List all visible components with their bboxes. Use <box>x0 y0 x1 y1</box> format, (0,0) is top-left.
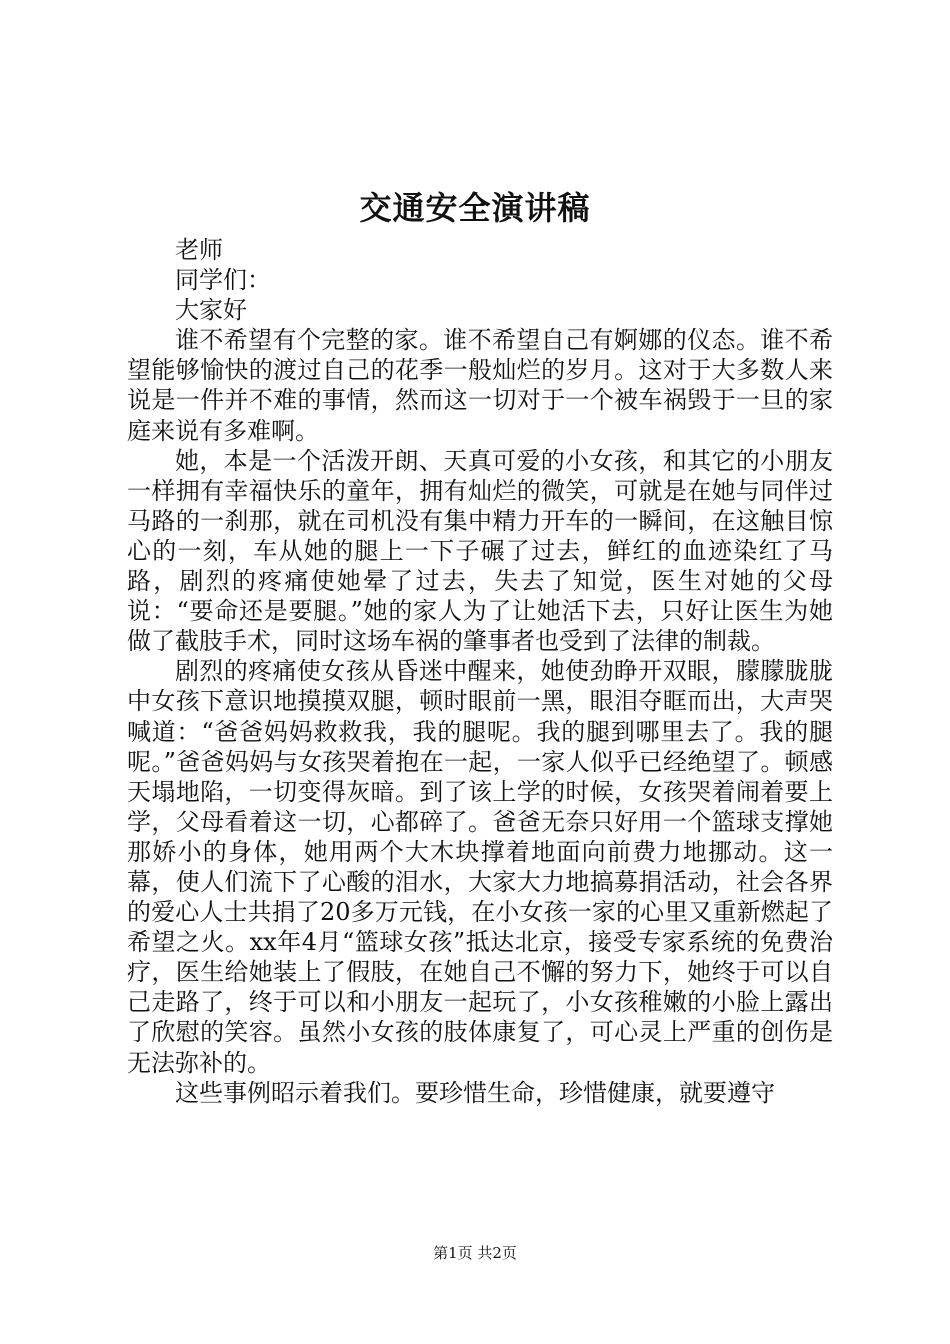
salutation-greeting: 大家好 <box>175 296 247 325</box>
paragraph: 剧烈的疼痛使女孩从昏迷中醒来，她使劲睁开双眼，朦朦胧胧中女孩下意识地摸摸双腿，顿时眼前一黑，眼泪夺眶而出，大声哭喊道：“爸爸妈妈救救我，我的腿呢。我的腿到哪里去了。我的腿呢。”爸爸妈妈与女孩哭着抱在一起，一家人似乎已经绝望了。顿感天塌地陷，一切变得灰暗。到了该上学的时候，女孩哭着闹着要上学，父母看着这一切，心都碎了。爸爸无奈只好用一个篮球支撑她那娇小的身体，她用两个大木块撑着地面向前费力地挪动。这一幕，使人们流下了心酸的泪水，大家大力地搞募捐活动，社会各界的爱心人士共捐了20多万元钱，在小女孩一家的心里又重新燃起了希望之火。xx年4月“篮球女孩”抵达北京，接受专家系统的免费治疗，医生给她装上了假肢，在她自己不懈的努力下，她终于可以自己走路了，终于可以和小朋友一起玩了，小女孩稚嫩的小脸上露出了欣慰的笑容。虽然小女孩的肢体康复了，可心灵上严重的创伤是无法弥补的。 <box>127 657 833 1077</box>
paragraph: 谁不希望有个完整的家。谁不希望自己有婀娜的仪态。谁不希望能够愉快的渡过自己的花季一般灿烂的岁月。这对于大多数人来说是一件并不难的事情，然而这一切对于一个被车祸毁于一旦的家庭来说有多难啊。 <box>127 326 833 445</box>
document-title: 交通安全演讲稿 <box>359 189 591 227</box>
document-body <box>127 235 833 1108</box>
paragraph: 她，本是一个活泼开朗、天真可爱的小女孩，和其它的小朋友一样拥有幸福快乐的童年，拥有灿烂的微笑，可就是在她与同伴过马路的一刹那，就在司机没有集中精力开车的一瞬间，在这触目惊心的一刻，车从她的腿上一下子碾了过去，鲜红的血迹染红了马路，剧烈的疼痛使她晕了过去，失去了知觉，医生对她的父母说：“要命还是要腿。”她的家人为了让她活下去，只好让医生为她做了截肢手术，同时这场车祸的肇事者也受到了法律的制裁。 <box>127 446 833 656</box>
paragraph: 这些事例昭示着我们。要珍惜生命，珍惜健康，就要遵守 <box>175 1078 775 1107</box>
salutation-students: 同学们： <box>175 266 271 295</box>
salutation-teacher: 老师 <box>175 236 223 264</box>
page-number-footer: 第1页 共2页 <box>433 1244 517 1262</box>
